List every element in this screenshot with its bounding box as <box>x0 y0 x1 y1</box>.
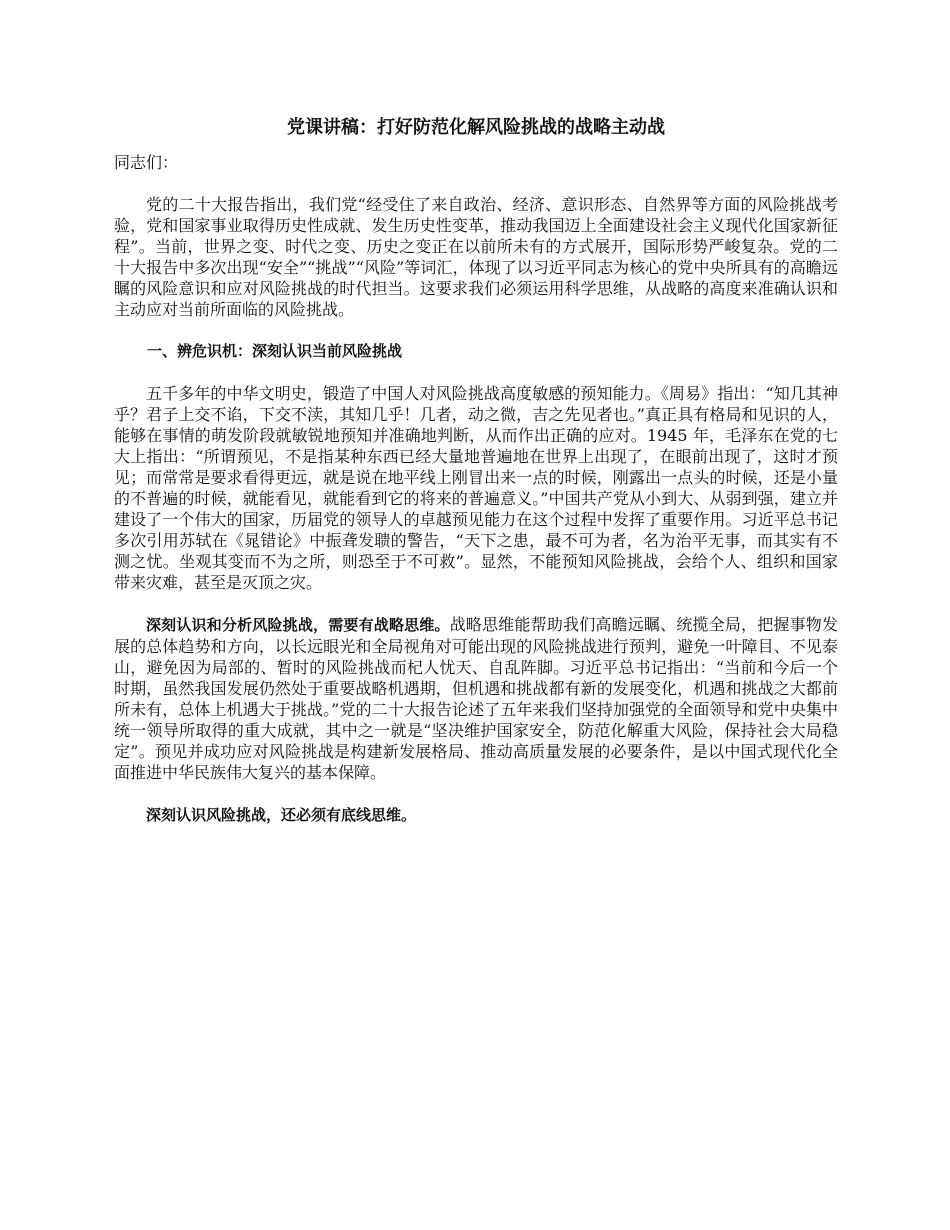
salutation: 同志们： <box>114 153 179 172</box>
document-title: 党课讲稿：打好防范化解风险挑战的战略主动战 <box>287 117 665 138</box>
body-paragraph-bottom-line <box>114 804 838 826</box>
paragraph-body: 战略思维能帮助我们高瞻远瞩、统揽全局，把握事物发展的总体趋势和方向，以长远眼光和全局视角对可能出现的风险挑战进行预判，避免一叶障目、不见泰山，避免因为局部的、暂时的风险挑战而杞人忧天、自乱阵脚。习近平总书记指出：“当前和今后一个时期，虽然我国发展仍然处于重要战略机遇期，但机遇和挑战都有新的发展变化，机遇和挑战之大都前所未有，总体上机遇大于挑战。”党的二十大报告论述了五年来我们坚持加强党的全面领导和党中央集中统一领导所取得的重大成就，其中之一就是“坚决维护国家安全，防范化解重大风险，保持社会大局稳定”。预见并成功应对风险挑战是构建新发展格局、推动高质量发展的必要条件，是以中国式现代化全面推进中华民族伟大复兴的基本保障。 <box>114 615 838 782</box>
body-paragraph: 五千多年的中华文明史，锻造了中国人对风险挑战高度敏感的预知能力。《周易》指出：“知几其神乎？君子上交不谄，下交不渎，其知几乎！几者，动之微，吉之先见者也。”真正具有格局和见识的人，能够在事情的萌发阶段就敏锐地预知并准确地判断，从而作出正确的应对。1945 年，毛泽东在党的七大上指出：“所谓预见，不是指某种东西已经大量地普遍地在世界上出现了，在眼前出现了，这时才预见；而常常是要求看得更远，就是说在地平线上刚冒出来一点的时候，刚露出一点头的时候，还是小量的不普遍的时候，就能看见，就能看到它的将来的普遍意义。”中国共产党从小到大、从弱到强，建立并建设了一个伟大的国家，历届党的领导人的卓越预见能力在这个过程中发挥了重要作用。习近平总书记多次引用苏轼在《晁错论》中振聋发聩的警告，“天下之患，最不可为者，名为治平无事，而其实有不测之忧。坐观其变而不为之所，则恐至于不可救”。显然，不能预知风险挑战，会给个人、组织和国家带来灾难，甚至是灭顶之灾。 <box>114 384 838 592</box>
paragraph-lead: 深刻认识和分析风险挑战，需要有战略思维。 <box>146 616 450 634</box>
section-heading: 一、辨危识机：深刻认识当前风险挑战 <box>147 342 403 360</box>
paragraph-lead: 深刻认识风险挑战，还必须有底线思维。 <box>146 806 417 824</box>
intro-paragraph: 党的二十大报告指出，我们党“经受住了来自政治、经济、意识形态、自然界等方面的风险挑战考验，党和国家事业取得历史性成就、发生历史性变革，推动我国迈上全面建设社会主义现代化国家新征程”。当前，世界之变、时代之变、历史之变正在以前所未有的方式展开，国际形势严峻复杂。党的二十大报告中多次出现“安全”“挑战”“风险”等词汇，体现了以习近平同志为核心的党中央所具有的高瞻远瞩的风险意识和应对风险挑战的时代担当。这要求我们必须运用科学思维，从战略的高度来准确认识和主动应对当前所面临的风险挑战。 <box>114 195 838 319</box>
document-page <box>114 112 838 847</box>
body-paragraph-strategic <box>114 614 838 783</box>
